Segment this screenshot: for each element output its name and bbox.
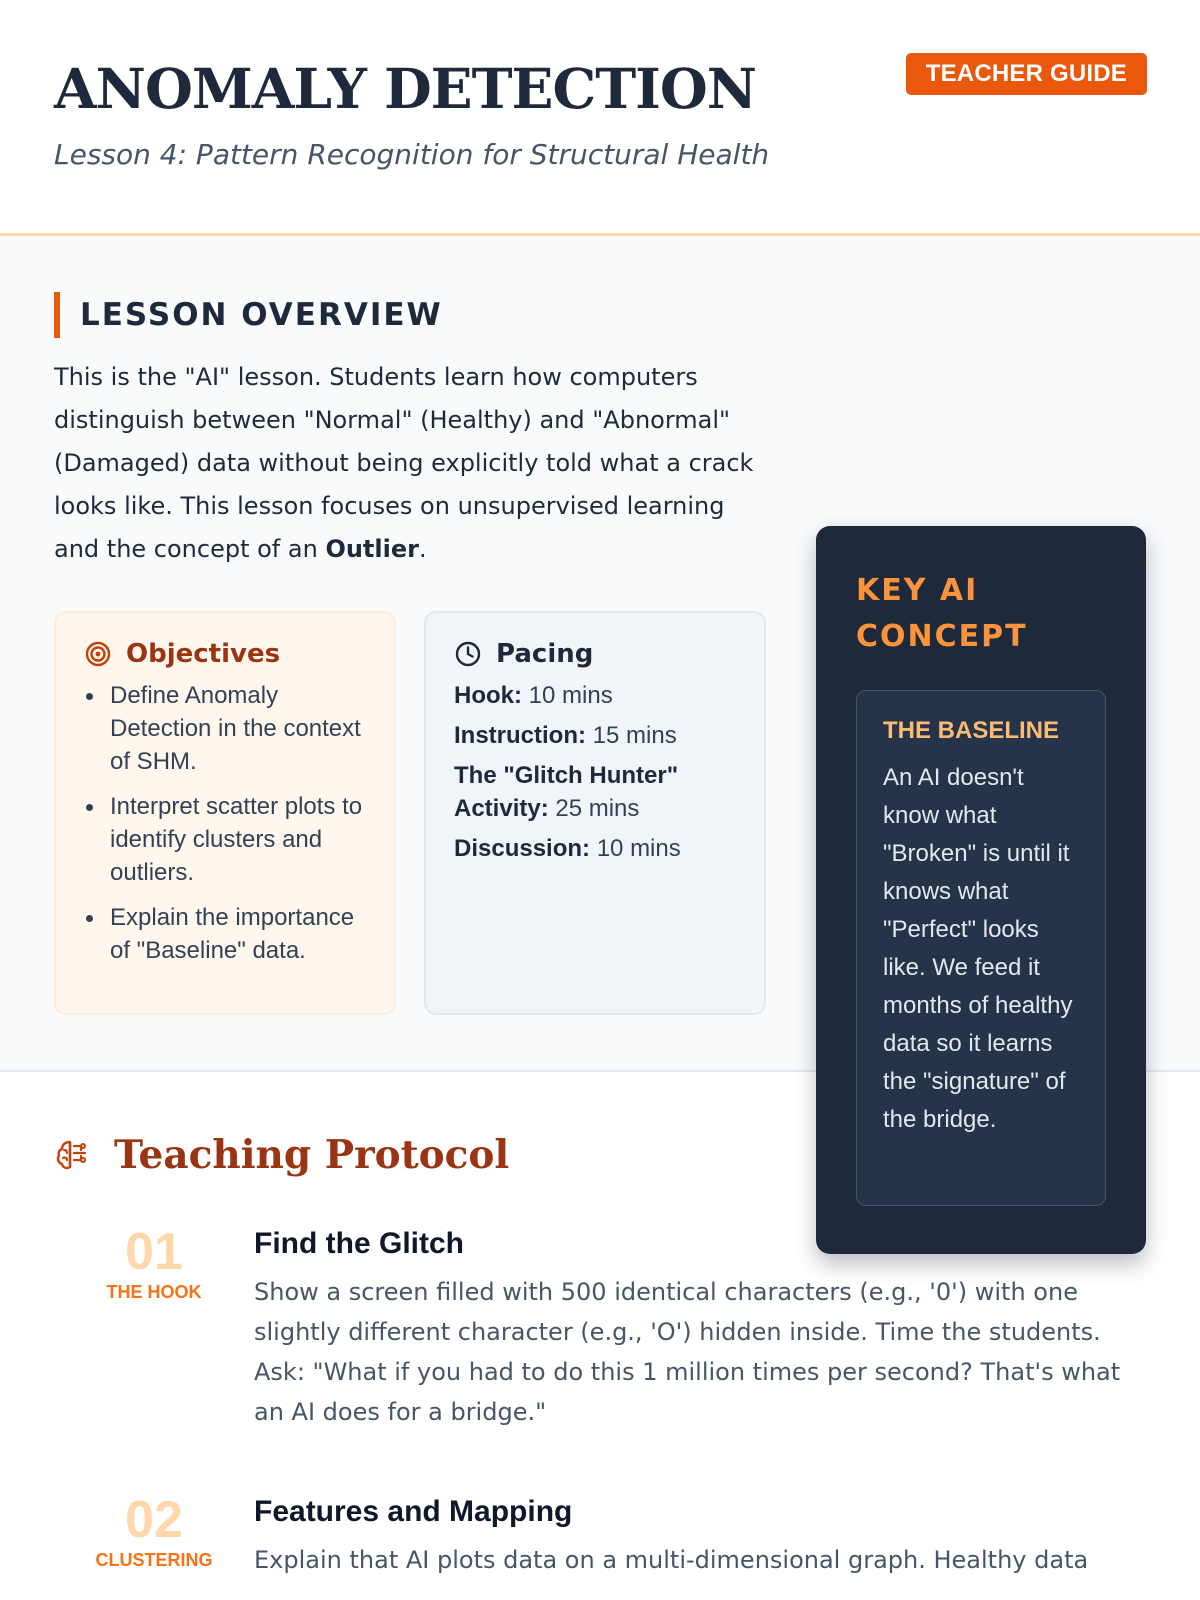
pacing-label: Instruction: [454,722,586,749]
overview-left-column [54,292,766,1015]
step-number-column [54,1224,254,1432]
baseline-text: An AI doesn't know what "Broken" is until it knows what "Perfect" looks like. We feed it months of healthy data so it learns the "signature" of the bridge. [883,764,1073,1133]
pacing-value: 10 mins [596,835,681,862]
pacing-label: The "Glitch Hunter" Activity: [454,762,679,822]
baseline-title: THE BASELINE [883,717,1060,744]
pacing-title: Pacing [496,639,594,669]
outlier-term: Outlier [325,535,419,563]
step-title: Features and Mapping [254,1495,573,1528]
pacing-label: Hook: [454,682,522,709]
overview-cards [54,611,766,1015]
key-ai-concept-card [816,526,1146,1254]
pacing-header [454,639,736,669]
pacing-row-discussion [454,832,736,865]
key-concept-title: KEY AI CONCEPT [856,573,1028,654]
pacing-row-instruction [454,719,736,752]
objectives-list [84,679,366,967]
step-number: 01 [125,1223,183,1281]
pacing-card [424,611,766,1015]
overview-text-main: This is the "AI" lesson. Students learn how computers distinguish between "Normal" (Healthy) and "Abnormal" (Damaged) data without being explicitly told what a crack looks like. This lesson focuses on unsupervised learning and the concept of an [54,363,754,563]
protocol-step [54,1492,1146,1580]
pacing-value: 15 mins [592,722,677,749]
page-title: ANOMALY DETECTION [54,56,757,121]
step-title: Find the Glitch [254,1227,464,1260]
clock-icon [454,640,482,668]
step-body [254,1492,1146,1580]
objective-item: Explain the importance of "Baseline" data. [84,901,366,967]
overview-heading [54,292,766,338]
overview-text [54,356,766,571]
step-text: Explain that AI plots data on a multi-dimensional graph. Healthy data [254,1546,1089,1574]
overview-text-end: . [418,535,427,563]
step-number-column [54,1492,254,1580]
brain-icon [54,1136,92,1174]
protocol-step [54,1224,1146,1432]
lesson-overview-section [0,236,1200,1133]
accent-bar [54,292,60,338]
step-tag: THE HOOK [106,1282,202,1302]
pacing-value: 25 mins [555,795,640,822]
objective-item: Define Anomaly Detection in the context of SHM. [84,679,366,778]
baseline-box [856,690,1106,1206]
pacing-row-hook [454,679,736,712]
step-number: 02 [125,1491,183,1549]
teacher-guide-badge: TEACHER GUIDE [906,53,1147,95]
pacing-label: Discussion: [454,835,591,862]
pacing-value: 10 mins [528,682,613,709]
step-tag: CLUSTERING [95,1550,213,1570]
protocol-title: Teaching Protocol [114,1132,510,1178]
pacing-row-activity [454,759,736,825]
objectives-header [84,639,366,669]
objective-item: Interpret scatter plots to identify clusters and outliers. [84,790,366,889]
objectives-card [54,611,396,1015]
page-subtitle: Lesson 4: Pattern Recognition for Structural Health [54,138,770,171]
step-text: Show a screen filled with 500 identical characters (e.g., '0') with one slightly different character (e.g., 'O') hidden inside. Time the students. Ask: "What if you had to do this 1 million times per second? That's what an AI does for a bridge." [254,1278,1121,1426]
objectives-title: Objectives [126,639,281,669]
target-icon [84,640,112,668]
step-body [254,1224,1146,1432]
overview-title: LESSON OVERVIEW [80,297,443,333]
page-header [0,0,1200,236]
